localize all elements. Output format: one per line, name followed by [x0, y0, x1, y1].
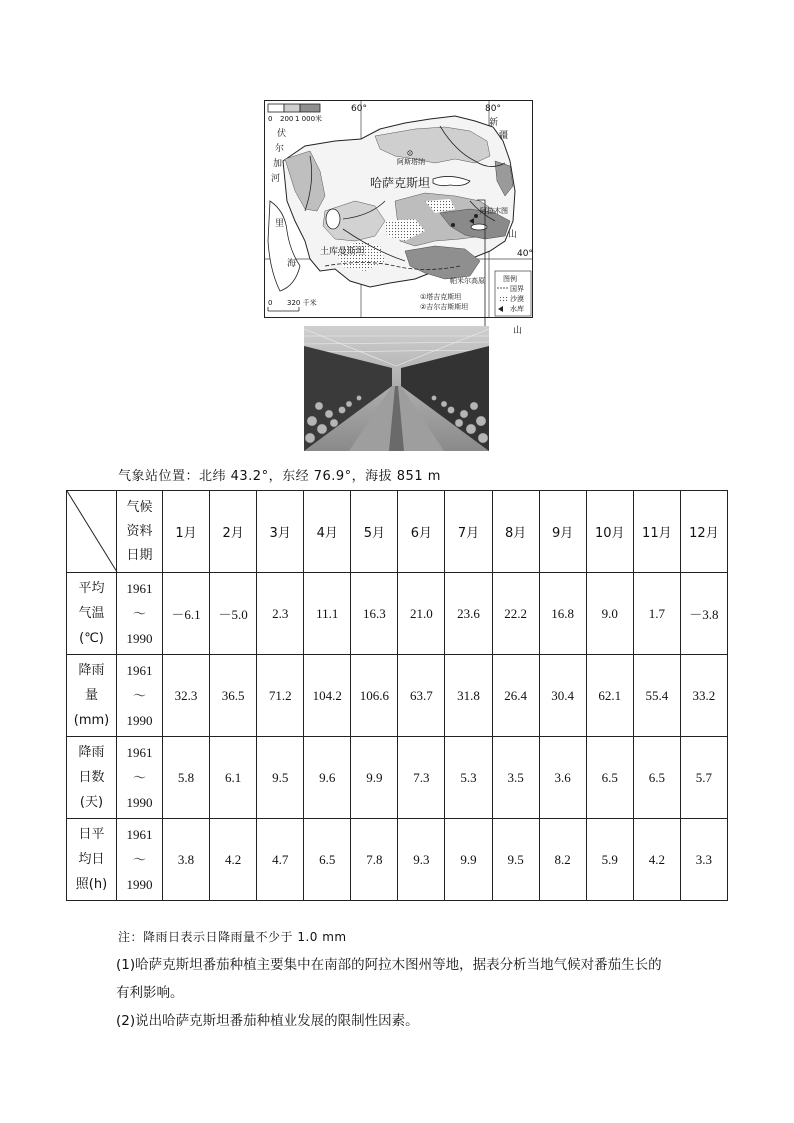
question-1-line-1: (1)哈萨克斯坦番茄种植主要集中在南部的阿拉木图州等地，据表分析当地气候对番茄生长的: [116, 957, 662, 973]
month-header: 5月: [351, 491, 398, 573]
row-label-line: 降雨: [78, 663, 105, 678]
row-period-line: 1961: [126, 827, 153, 842]
row-period-line: ～: [132, 688, 146, 703]
row-label-line: (℃): [79, 631, 104, 646]
table-cell: 55.4: [633, 655, 680, 737]
map-legend: [495, 271, 531, 316]
row-label-line: 照(h): [75, 877, 108, 892]
table-cell: 9.6: [304, 737, 351, 819]
row-period-line: 1961: [126, 581, 153, 596]
region-map: [264, 100, 533, 336]
table-cell: 6.1: [210, 737, 257, 819]
lon-80: 80°: [485, 104, 501, 114]
table-row: [67, 573, 728, 655]
table-cell: 2.3: [257, 573, 304, 655]
legend-200: 200: [280, 115, 294, 123]
table-cell: 23.6: [445, 573, 492, 655]
map-note-1: ①塔吉克斯坦: [420, 293, 462, 301]
row-label-line: 平均: [78, 581, 105, 596]
table-cell: 7.3: [398, 737, 445, 819]
climate-table: [66, 490, 728, 901]
row-period: [117, 573, 163, 655]
row-label-line: (mm): [73, 713, 110, 728]
table-cell: 104.2: [304, 655, 351, 737]
table-cell: 21.0: [398, 573, 445, 655]
table-cell: 26.4: [492, 655, 539, 737]
table-cell: 5.9: [586, 819, 633, 901]
row-label-line: 均日: [78, 852, 105, 867]
period-header-line-3: 日期: [126, 547, 153, 563]
period-header-line-2: 资料: [126, 523, 153, 539]
table-cell: 4.7: [257, 819, 304, 901]
table-cell: 9.9: [445, 819, 492, 901]
label-tianshan: 山: [513, 326, 523, 336]
table-cell: 9.3: [398, 819, 445, 901]
corner-cell: [67, 491, 117, 573]
label-astana: 阿斯塔纳: [397, 158, 425, 166]
table-cell: 6.5: [586, 737, 633, 819]
month-header: 12月: [680, 491, 727, 573]
month-header: 1月: [163, 491, 210, 573]
table-cell: 3.5: [492, 737, 539, 819]
table-cell: 7.8: [351, 819, 398, 901]
label-sea-1: 里: [275, 219, 285, 229]
row-period-line: ～: [132, 770, 146, 785]
table-cell: 3.8: [163, 819, 210, 901]
table-cell: 16.8: [539, 573, 586, 655]
table-cell: 3.6: [539, 737, 586, 819]
table-cell: 8.2: [539, 819, 586, 901]
label-volga-4: 河: [271, 174, 281, 184]
table-cell: 6.5: [633, 737, 680, 819]
label-almaty: 阿拉木图: [480, 207, 508, 215]
table-row: [67, 819, 728, 901]
row-label-line: 降雨: [78, 745, 105, 760]
table-cell: －6.1: [163, 573, 210, 655]
row-label: [67, 573, 117, 655]
table-cell: －3.8: [680, 573, 727, 655]
table-cell: 30.4: [539, 655, 586, 737]
legend-title: 图例: [503, 275, 517, 283]
corner-diagonal: [67, 491, 117, 572]
label-pamir: 帕米尔高原: [450, 277, 485, 285]
table-cell: 9.5: [492, 819, 539, 901]
month-header: 9月: [539, 491, 586, 573]
row-label-line: 日平: [78, 827, 105, 842]
month-header: 7月: [445, 491, 492, 573]
month-header: 4月: [304, 491, 351, 573]
row-label: [67, 655, 117, 737]
station-location: 气象站位置：北纬 43.2°，东经 76.9°，海拔 851 m: [118, 469, 441, 484]
table-cell: 22.2: [492, 573, 539, 655]
label-kazakhstan: 哈萨克斯坦: [370, 176, 431, 190]
row-label-line: 气温: [78, 606, 105, 621]
legend-border: 国界: [510, 285, 524, 293]
table-cell: 106.6: [351, 655, 398, 737]
table-cell: 1.7: [633, 573, 680, 655]
month-header: 8月: [492, 491, 539, 573]
legend-0: 0: [268, 115, 273, 123]
row-period-line: 1990: [126, 877, 153, 892]
row-period-line: 1961: [126, 663, 153, 678]
label-sea-2: 海: [287, 259, 297, 269]
label-volga-3: 加: [273, 159, 283, 169]
legend-reservoir: 水库: [510, 305, 524, 313]
table-cell: 6.5: [304, 819, 351, 901]
question-1-line-2: 有利影响。: [116, 985, 184, 1001]
table-cell: 71.2: [257, 655, 304, 737]
label-shan: 山: [508, 230, 518, 240]
table-cell: 63.7: [398, 655, 445, 737]
row-period-line: 1990: [126, 631, 153, 646]
table-cell: 32.3: [163, 655, 210, 737]
row-period: [117, 819, 163, 901]
table-header-row: [67, 491, 728, 573]
scale-bar: [268, 298, 317, 311]
table-cell: 9.5: [257, 737, 304, 819]
table-cell: 9.0: [586, 573, 633, 655]
table-cell: 5.8: [163, 737, 210, 819]
question-2: (2)说出哈萨克斯坦番茄种植业发展的限制性因素。: [116, 1013, 419, 1029]
table-cell: 36.5: [210, 655, 257, 737]
table-cell: 33.2: [680, 655, 727, 737]
month-header: 11月: [633, 491, 680, 573]
month-header: 10月: [586, 491, 633, 573]
row-label-line: 量: [84, 688, 98, 703]
row-label-line: 日数: [78, 770, 105, 785]
row-period-line: 1961: [126, 745, 153, 760]
table-cell: 5.7: [680, 737, 727, 819]
period-header: [117, 491, 163, 573]
period-header-line-1: 气候: [126, 499, 153, 515]
label-xin: 新: [489, 118, 499, 128]
table-cell: －5.0: [210, 573, 257, 655]
row-period-line: 1990: [126, 795, 153, 810]
row-period-line: ～: [132, 852, 146, 867]
month-header: 2月: [210, 491, 257, 573]
row-period: [117, 737, 163, 819]
svg-text:0: 0: [268, 299, 273, 307]
legend-desert: 沙漠: [510, 295, 524, 303]
greenhouse-photo: [304, 326, 489, 451]
map-drawing: [265, 101, 533, 336]
table-row: [67, 737, 728, 819]
month-header: 6月: [398, 491, 445, 573]
table-row: [67, 655, 728, 737]
table-cell: 16.3: [351, 573, 398, 655]
table-cell: 4.2: [633, 819, 680, 901]
table-cell: 62.1: [586, 655, 633, 737]
lat-40: 40°: [517, 249, 533, 259]
table-note: 注：降雨日表示日降雨量不少于 1.0 mm: [118, 930, 347, 944]
row-label-line: (天): [79, 795, 104, 810]
label-jiang: 疆: [499, 131, 509, 141]
row-period: [117, 655, 163, 737]
table-cell: 5.3: [445, 737, 492, 819]
elevation-legend: [268, 104, 322, 123]
svg-text:320 千米: 320 千米: [287, 299, 317, 307]
row-period-line: ～: [132, 606, 146, 621]
month-header: 3月: [257, 491, 304, 573]
table-cell: 9.9: [351, 737, 398, 819]
label-volga-1: 伏: [277, 129, 287, 139]
row-label: [67, 737, 117, 819]
label-volga-2: 尔: [275, 144, 285, 154]
row-period-line: 1990: [126, 713, 153, 728]
table-cell: 11.1: [304, 573, 351, 655]
table-cell: 4.2: [210, 819, 257, 901]
lon-60: 60°: [351, 104, 367, 114]
table-cell: 31.8: [445, 655, 492, 737]
label-turkmenistan: 土库曼斯坦: [320, 247, 366, 257]
map-note-2: ②吉尔吉斯斯坦: [420, 303, 469, 311]
row-label: [67, 819, 117, 901]
table-cell: 3.3: [680, 819, 727, 901]
legend-1000: 1 000米: [295, 115, 323, 123]
